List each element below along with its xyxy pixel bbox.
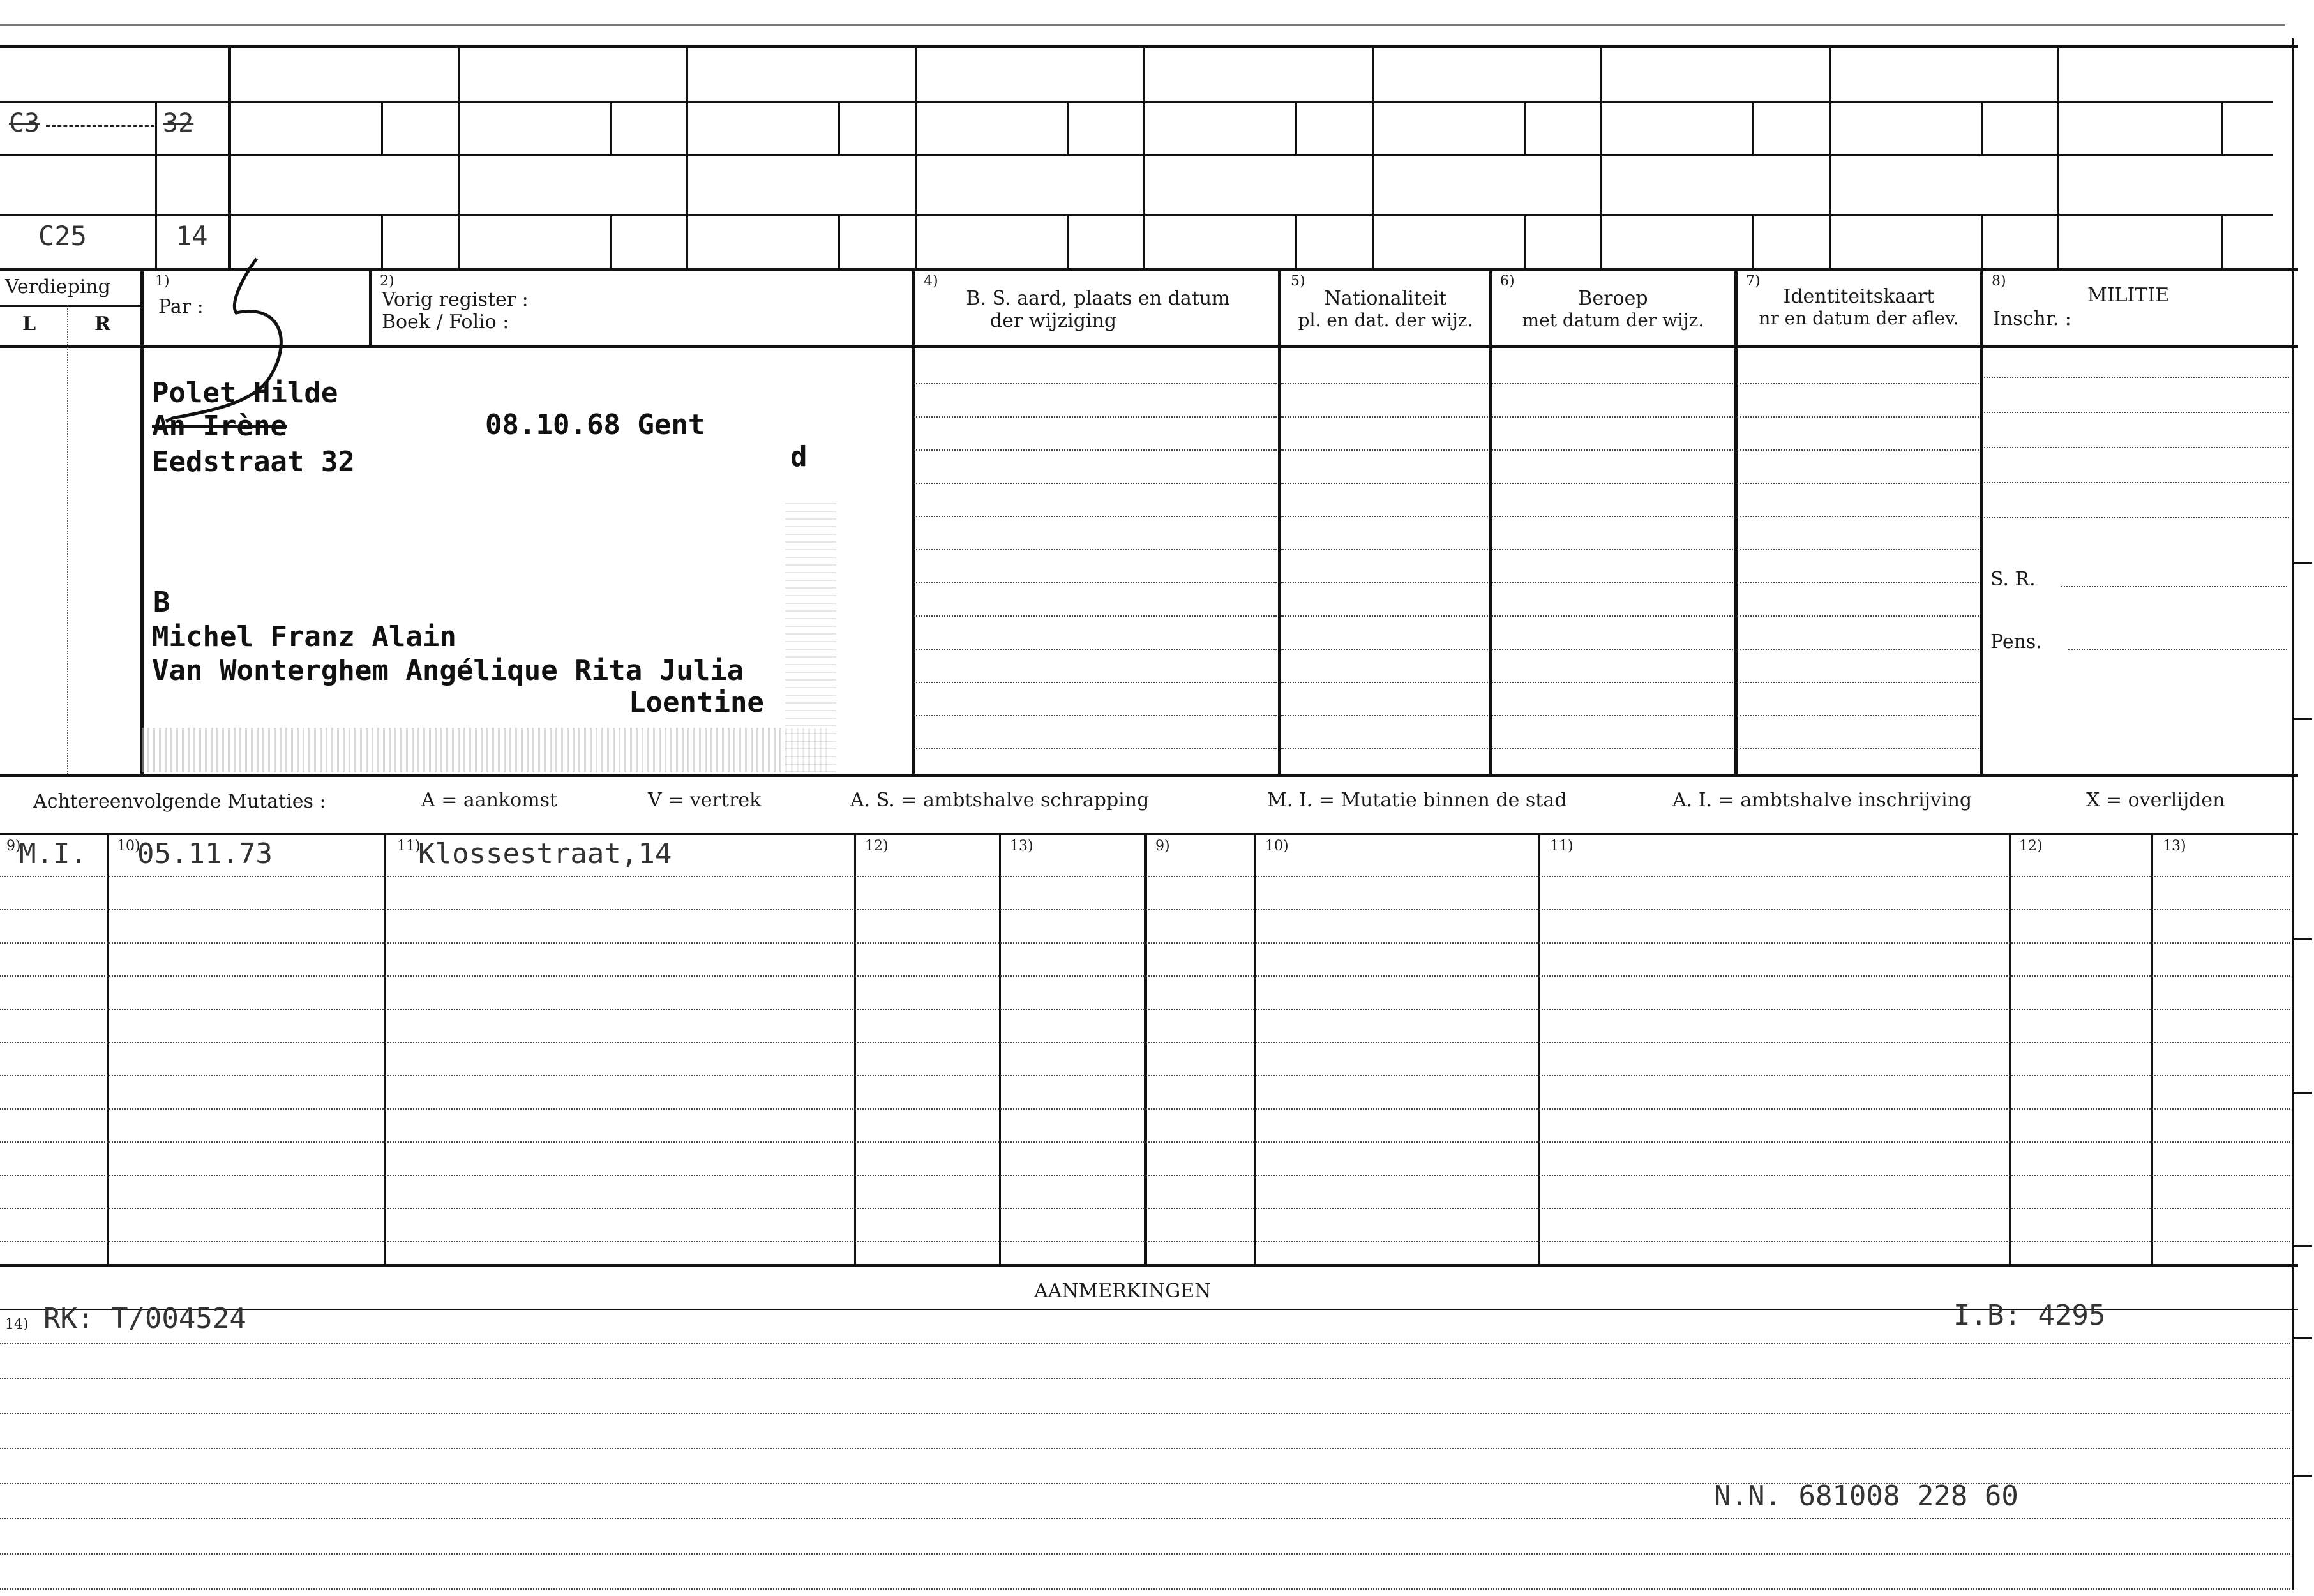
bs-row-line xyxy=(914,383,1277,384)
top-sub-7a xyxy=(1752,101,1754,154)
mutation-row-line xyxy=(0,1141,2290,1143)
id-row-line xyxy=(1737,649,1979,650)
id-row-line xyxy=(1737,449,1979,451)
pens-dotline xyxy=(2068,649,2287,650)
mut-col-b xyxy=(384,833,386,1264)
mutation-row-line xyxy=(0,1108,2290,1110)
id-row-line xyxy=(1737,682,1979,683)
top-col-5 xyxy=(1143,45,1145,269)
parent-father: Michel Franz Alain xyxy=(152,621,456,653)
top-num-row2: 14 xyxy=(176,220,208,252)
id-row-line xyxy=(1737,383,1979,384)
inschr-label: Inschr. : xyxy=(1993,308,2071,330)
mutations-top-line xyxy=(0,833,2298,835)
top-sub-5b xyxy=(1295,214,1297,268)
top-col-2 xyxy=(458,45,460,269)
col-bs-left xyxy=(912,268,915,776)
parent-mother-cont: Loentine xyxy=(629,686,764,719)
top-row-line-4 xyxy=(0,268,2298,271)
bs-row-line xyxy=(914,615,1277,617)
top-row-line-2 xyxy=(0,154,2273,156)
mut-num-9b: 9) xyxy=(1155,838,1170,854)
mutation-row-line xyxy=(0,876,2290,877)
top-code-dash xyxy=(46,125,154,127)
right-edge-tick xyxy=(2293,1475,2312,1477)
person-birth: 08.10.68 Gent xyxy=(485,409,705,441)
top-sub-3b xyxy=(838,214,840,268)
bs-row-line xyxy=(914,748,1277,749)
top-sub-1a xyxy=(381,101,383,154)
top-sub-9b xyxy=(2221,214,2223,268)
top-col-9 xyxy=(2057,45,2059,269)
id-row-line xyxy=(1737,582,1979,583)
beroep-row-line xyxy=(1492,516,1733,517)
num-7: 7) xyxy=(1746,273,1761,289)
top-row-line-1 xyxy=(0,101,2273,103)
bs-header-2: der wijziging xyxy=(989,310,1117,332)
col-beroep-left xyxy=(1489,268,1492,776)
col-militie-left xyxy=(1980,268,1983,776)
person-first-names: An Irène xyxy=(152,410,287,442)
parent-mother: Van Wonterghem Angélique Rita Julia xyxy=(152,654,744,687)
top-sub-2b xyxy=(610,214,612,268)
top-col-8 xyxy=(1829,45,1831,269)
beroep-row-line xyxy=(1492,748,1733,749)
pens-label: Pens. xyxy=(1990,631,2042,653)
person-address: Eedstraat 32 xyxy=(152,446,355,478)
remarks-num-14: 14) xyxy=(5,1316,29,1332)
militie-row-line xyxy=(1984,482,2289,483)
verdieping-label: Verdieping xyxy=(5,276,110,298)
bs-row-line xyxy=(914,715,1277,716)
sr-label: S. R. xyxy=(1990,568,2036,591)
top-sub-8b xyxy=(1981,214,1983,268)
right-edge-tick xyxy=(2293,718,2312,720)
right-edge-tick xyxy=(2293,562,2312,564)
remarks-nn: N.N. 681008 228 60 xyxy=(1714,1480,2018,1512)
mutations-bottom-line xyxy=(0,1264,2298,1267)
l-label: L xyxy=(22,313,36,335)
mut-col-h xyxy=(2151,833,2153,1264)
id-row-line xyxy=(1737,549,1979,550)
remarks-row-line xyxy=(0,1553,2290,1555)
legend-ai: A. I. = ambtshalve inschrijving xyxy=(1672,789,1972,811)
top-code-div xyxy=(155,101,157,268)
mut-col-f xyxy=(1538,833,1540,1264)
id-row-line xyxy=(1737,615,1979,617)
top-sub-9a xyxy=(2221,101,2223,154)
militie-row-line xyxy=(1984,377,2289,378)
person-sex: d xyxy=(790,440,808,473)
nat-row-line xyxy=(1281,549,1488,550)
mut-num-10b: 10) xyxy=(1265,838,1289,854)
num-4: 4) xyxy=(924,273,938,289)
mut-num-10: 10) xyxy=(117,838,140,854)
beroep-row-line xyxy=(1492,483,1733,484)
beroep-row-line xyxy=(1492,383,1733,384)
header-bottom-line xyxy=(0,345,2298,348)
mut-num-11b: 11) xyxy=(1550,838,1574,854)
bs-row-line xyxy=(914,416,1277,418)
beroep-row-line xyxy=(1492,449,1733,451)
mutation-date: 05.11.73 xyxy=(137,838,273,870)
beroep-header-1: Beroep xyxy=(1578,287,1648,310)
top-border xyxy=(0,45,2298,48)
remarks-row-line xyxy=(0,1483,2290,1484)
legend-as: A. S. = ambtshalve schrapping xyxy=(850,789,1150,811)
nat-row-line xyxy=(1281,383,1488,384)
handwritten-stroke-icon xyxy=(153,252,319,456)
nat-row-line xyxy=(1281,649,1488,650)
top-sub-5a xyxy=(1295,101,1297,154)
par-label: Par : xyxy=(158,296,204,318)
beroep-row-line xyxy=(1492,649,1733,650)
person-name-line: Polet Hilde xyxy=(152,377,338,409)
col-par-left xyxy=(140,268,144,776)
legend-x: X = overlijden xyxy=(2086,789,2225,811)
top-col-6 xyxy=(1372,45,1374,269)
militie-row-line xyxy=(1984,412,2289,413)
beroep-row-line xyxy=(1492,615,1733,617)
mutation-address: Klossestraat,14 xyxy=(418,838,672,870)
mutation-row-line xyxy=(0,1042,2290,1043)
nat-row-line xyxy=(1281,516,1488,517)
militie-header: MILITIE xyxy=(2087,284,2170,306)
mut-num-13b: 13) xyxy=(2163,838,2186,854)
nat-row-line xyxy=(1281,483,1488,484)
nat-row-line xyxy=(1281,449,1488,451)
remarks-row-line xyxy=(0,1343,2290,1344)
beroep-row-line xyxy=(1492,715,1733,716)
beroep-row-line xyxy=(1492,682,1733,683)
nat-row-line xyxy=(1281,748,1488,749)
top-sub-6b xyxy=(1524,214,1526,268)
id-header-1: Identiteitskaart xyxy=(1783,285,1935,308)
bs-row-line xyxy=(914,582,1277,583)
remarks-title: AANMERKINGEN xyxy=(1034,1280,1212,1302)
remarks-rk: RK: T/004524 xyxy=(43,1302,246,1335)
verdieping-line xyxy=(0,305,140,307)
mutation-row-line xyxy=(0,1009,2290,1010)
top-code-row1: C3 xyxy=(9,109,40,138)
parents-b-label: B xyxy=(153,586,170,619)
mut-col-e xyxy=(1254,833,1256,1264)
remarks-ib: I.B: 4295 xyxy=(1953,1299,2106,1332)
r-label: R xyxy=(94,313,110,335)
edge-smudge xyxy=(785,498,836,772)
nat-row-line xyxy=(1281,582,1488,583)
militie-row-line xyxy=(1984,517,2289,518)
col-nat-left xyxy=(1278,268,1281,776)
nat-row-line xyxy=(1281,682,1488,683)
mut-num-13: 13) xyxy=(1010,838,1033,854)
id-header-2: nr en datum der aflev. xyxy=(1759,308,1959,329)
mut-col-g xyxy=(2009,833,2011,1264)
mutation-row-line xyxy=(0,942,2290,944)
num-8: 8) xyxy=(1992,273,2006,289)
vorig-register-label: Vorig register : xyxy=(382,289,529,311)
col-id-left xyxy=(1734,268,1738,776)
right-edge xyxy=(2292,268,2294,1590)
mut-num-12: 12) xyxy=(865,838,889,854)
bs-row-line xyxy=(914,516,1277,517)
bs-row-line xyxy=(914,483,1277,484)
beroep-row-line xyxy=(1492,549,1733,550)
mutation-row-line xyxy=(0,1175,2290,1176)
mutation-row-line xyxy=(0,909,2290,910)
remarks-row-line xyxy=(0,1448,2290,1449)
militie-row-line xyxy=(1984,447,2289,448)
top-col-right xyxy=(2292,38,2294,269)
nat-header-2: pl. en dat. der wijz. xyxy=(1298,310,1473,331)
bs-row-line xyxy=(914,649,1277,650)
bs-row-line xyxy=(914,449,1277,451)
id-row-line xyxy=(1737,416,1979,418)
right-edge-tick xyxy=(2293,938,2312,940)
sr-dotline xyxy=(2061,586,2287,587)
torn-edge-line xyxy=(0,24,2285,26)
num-2: 2) xyxy=(380,273,394,289)
top-sub-8a xyxy=(1981,101,1983,154)
legend-top-line xyxy=(0,774,2298,777)
num-6: 6) xyxy=(1500,273,1515,289)
mutation-row-line xyxy=(0,1241,2290,1242)
mutation-row-line xyxy=(0,1075,2290,1076)
top-row-line-3 xyxy=(0,214,2273,216)
nat-row-line xyxy=(1281,715,1488,716)
boek-folio-label: Boek / Folio : xyxy=(382,311,509,333)
mutation-row-line xyxy=(0,1208,2290,1209)
bs-header-1: B. S. aard, plaats en datum xyxy=(966,287,1230,310)
nat-row-line xyxy=(1281,416,1488,418)
id-row-line xyxy=(1737,748,1979,749)
top-sub-3a xyxy=(838,101,840,154)
top-sub-1b xyxy=(381,214,383,268)
remarks-row-line xyxy=(0,1588,2290,1590)
mut-col-c xyxy=(854,833,856,1264)
top-col-4 xyxy=(915,45,917,269)
remarks-row-line xyxy=(0,1518,2290,1519)
right-edge-tick xyxy=(2293,1245,2312,1247)
top-col-3 xyxy=(686,45,688,269)
top-num-row1: 32 xyxy=(163,109,194,138)
mut-col-mid xyxy=(1144,833,1147,1264)
col-vorig-left xyxy=(369,268,372,345)
top-col-div xyxy=(228,45,231,269)
mutation-row-line xyxy=(0,975,2290,977)
mut-num-11: 11) xyxy=(397,838,421,854)
top-sub-6a xyxy=(1524,101,1526,154)
top-code-row2: C25 xyxy=(38,220,87,252)
remarks-row-line xyxy=(0,1413,2290,1414)
nat-row-line xyxy=(1281,615,1488,617)
right-edge-tick xyxy=(2293,1092,2312,1094)
top-col-7 xyxy=(1600,45,1602,269)
faint-print-smudge xyxy=(142,728,831,772)
legend-mi: M. I. = Mutatie binnen de stad xyxy=(1267,789,1567,811)
legend-title: Achtereenvolgende Mutaties : xyxy=(33,790,326,813)
legend-a: A = aankomst xyxy=(421,789,558,811)
id-row-line xyxy=(1737,483,1979,484)
num-5: 5) xyxy=(1291,273,1305,289)
top-sub-4b xyxy=(1067,214,1069,268)
mut-col-d xyxy=(999,833,1001,1264)
lr-divider xyxy=(67,305,68,774)
top-sub-2a xyxy=(610,101,612,154)
mut-num-9: 9) xyxy=(6,838,21,854)
beroep-row-line xyxy=(1492,416,1733,418)
mutation-type: M.I. xyxy=(19,838,87,870)
bs-row-line xyxy=(914,549,1277,550)
id-row-line xyxy=(1737,516,1979,517)
mut-num-12b: 12) xyxy=(2019,838,2043,854)
legend-v: V = vertrek xyxy=(648,789,762,811)
mut-col-a xyxy=(107,833,109,1264)
nat-header-1: Nationaliteit xyxy=(1324,287,1447,310)
id-row-line xyxy=(1737,715,1979,716)
beroep-header-2: met datum der wijz. xyxy=(1522,310,1704,331)
beroep-row-line xyxy=(1492,582,1733,583)
remarks-row-line xyxy=(0,1378,2290,1379)
top-sub-7b xyxy=(1752,214,1754,268)
right-edge-tick xyxy=(2293,1337,2312,1339)
bs-row-line xyxy=(914,682,1277,683)
num-1: 1) xyxy=(155,273,170,289)
top-sub-4a xyxy=(1067,101,1069,154)
